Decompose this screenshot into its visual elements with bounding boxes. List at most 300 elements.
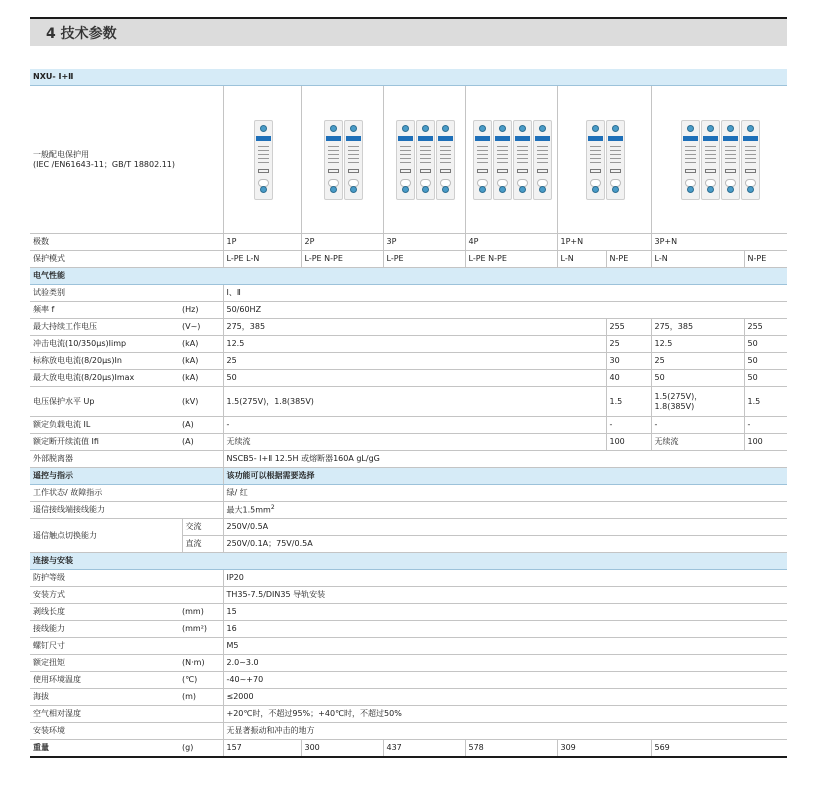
spd-pole: [741, 120, 760, 200]
imax-1pn-npe: 40: [606, 370, 651, 387]
brand-label-icon: [743, 136, 758, 141]
breaker-row: [30, 451, 787, 468]
weight-4p: 578: [465, 740, 557, 758]
ce-mark-icon: [745, 169, 756, 173]
up-3pn-ln-line2: 1.8(385V): [654, 401, 695, 411]
ce-mark-icon: [725, 169, 736, 173]
terminal-screw-icon: [707, 125, 714, 132]
terminal-screw-icon: [350, 186, 357, 193]
print-line: [725, 158, 736, 159]
spd-pole: [513, 120, 532, 200]
terminal-screw-icon: [330, 125, 337, 132]
print-line: [685, 150, 696, 151]
brand-label-icon: [256, 136, 271, 141]
mode-1pn-b: N-PE: [606, 251, 651, 268]
print-line: [705, 146, 716, 147]
install-header-row: [30, 553, 787, 570]
print-line: [745, 162, 756, 163]
terminal-screw-icon: [402, 125, 409, 132]
spec-table: [30, 69, 787, 758]
print-line: [590, 162, 601, 163]
spd-4p-image: [473, 120, 552, 200]
up-3pn-ln: [651, 387, 744, 417]
print-line: [477, 162, 488, 163]
iimp-row: [30, 336, 787, 353]
imax-row: [30, 370, 787, 387]
imax-unit: (kA): [182, 370, 223, 387]
ip-value: IP20: [223, 570, 787, 587]
wire-row: [30, 621, 787, 638]
print-line: [400, 154, 411, 155]
up-unit: (kV): [182, 387, 223, 417]
weight-2p: 300: [301, 740, 383, 758]
terminal-screw-icon: [260, 186, 267, 193]
print-line: [348, 154, 359, 155]
mount-label: 安装方式: [30, 587, 223, 604]
up-label: 电压保护水平 Up: [30, 387, 182, 417]
spd-pole: [606, 120, 625, 200]
terminal-screw-icon: [350, 125, 357, 132]
test-class-value: Ⅰ、Ⅱ: [223, 285, 787, 302]
weight-1pn: 309: [557, 740, 651, 758]
terminal-screw-icon: [539, 186, 546, 193]
terminal-screw-icon: [612, 125, 619, 132]
print-line: [348, 158, 359, 159]
iimp-main: 12.5: [223, 336, 606, 353]
terminal-screw-icon: [539, 125, 546, 132]
print-line: [745, 154, 756, 155]
breaker-value: NSCB5- Ⅰ+Ⅱ 12.5H 或熔断器160A gL/gG: [223, 451, 787, 468]
print-line: [497, 154, 508, 155]
in-row: [30, 353, 787, 370]
spd-pole: [586, 120, 605, 200]
temp-label: 使用环境温度: [30, 672, 182, 689]
weight-3p: 437: [383, 740, 465, 758]
iimp-1pn-npe: 25: [606, 336, 651, 353]
strip-unit: (mm): [182, 604, 223, 621]
ifi-unit: (A): [182, 434, 223, 451]
il-row: [30, 417, 787, 434]
print-line: [328, 146, 339, 147]
spd-pole: [493, 120, 512, 200]
temp-unit: (℃): [182, 672, 223, 689]
print-line: [400, 150, 411, 151]
spd-pole: [396, 120, 415, 200]
il-label: 额定负载电流 IL: [30, 417, 182, 434]
env-value: 无显著振动和冲击的地方: [223, 723, 787, 740]
brand-label-icon: [346, 136, 361, 141]
ce-mark-icon: [590, 169, 601, 173]
terminal-screw-icon: [499, 186, 506, 193]
print-line: [420, 158, 431, 159]
terminal-screw-icon: [260, 125, 267, 132]
print-line: [705, 158, 716, 159]
print-line: [258, 158, 269, 159]
temp-row: [30, 672, 787, 689]
alt-value: ≤2000: [223, 689, 787, 706]
spd-pole: [473, 120, 492, 200]
imax-3pn-npe: 50: [744, 370, 787, 387]
test-class-label: 试验类别: [30, 285, 223, 302]
il-3pn-ln: -: [651, 417, 744, 434]
remote-note: 该功能可以根据需要选择: [223, 468, 787, 485]
ce-mark-icon: [497, 169, 508, 173]
product-desc: [30, 86, 223, 234]
print-line: [685, 146, 696, 147]
mode-1p: L-PE L-N: [223, 251, 301, 268]
print-line: [328, 154, 339, 155]
breaker-label: 外部脱离器: [30, 451, 223, 468]
weight-unit: (g): [182, 740, 223, 758]
env-label: 安装环境: [30, 723, 223, 740]
print-line: [258, 150, 269, 151]
print-line: [258, 154, 269, 155]
print-line: [745, 150, 756, 151]
print-line: [477, 150, 488, 151]
poles-label: 极数: [30, 234, 223, 251]
ifi-row: [30, 434, 787, 451]
terminal-screw-icon: [479, 125, 486, 132]
model-row: [30, 69, 787, 86]
spd-pole: [721, 120, 740, 200]
up-3pn-ln-line1: 1.5(275V)，: [654, 391, 703, 401]
strip-value: 15: [223, 604, 787, 621]
print-line: [685, 162, 696, 163]
contact-ac-value: 250V/0.5A: [223, 519, 787, 536]
il-1pn-npe: -: [606, 417, 651, 434]
weight-1p: 157: [223, 740, 301, 758]
terminal-screw-icon: [499, 125, 506, 132]
iimp-3pn-ln: 12.5: [651, 336, 744, 353]
brand-label-icon: [588, 136, 603, 141]
terminal-screw-icon: [707, 186, 714, 193]
terminal-value: [223, 502, 787, 519]
terminal-screw-icon: [330, 186, 337, 193]
print-line: [725, 162, 736, 163]
wire-label: 接线能力: [30, 621, 182, 638]
remote-header: 遥控与指示: [30, 468, 223, 485]
print-line: [517, 146, 528, 147]
alt-row: [30, 689, 787, 706]
brand-label-icon: [723, 136, 738, 141]
print-line: [537, 162, 548, 163]
ip-label: 防护等级: [30, 570, 223, 587]
spd-2p-image: [324, 120, 363, 200]
print-line: [685, 158, 696, 159]
ce-mark-icon: [705, 169, 716, 173]
ifi-label: 额定断开续流值 Ifi: [30, 434, 182, 451]
print-line: [477, 154, 488, 155]
print-line: [400, 158, 411, 159]
mount-value: TH35-7.5/DIN35 导轨安装: [223, 587, 787, 604]
print-line: [537, 154, 548, 155]
terminal-value-sup: 2: [270, 504, 275, 512]
brand-label-icon: [438, 136, 453, 141]
spd-pole: [701, 120, 720, 200]
imax-label: 最大放电电流(8/20μs)Imax: [30, 370, 182, 387]
torque-unit: (N·m): [182, 655, 223, 672]
print-line: [685, 154, 696, 155]
poles-3p: 3P: [383, 234, 465, 251]
brand-label-icon: [495, 136, 510, 141]
alt-unit: (m): [182, 689, 223, 706]
print-line: [705, 162, 716, 163]
product-standard: (IEC /EN61643-11；GB/T 18802.11): [33, 159, 176, 169]
terminal-screw-icon: [747, 125, 754, 132]
weight-row: [30, 740, 787, 758]
print-line: [745, 146, 756, 147]
brand-label-icon: [683, 136, 698, 141]
print-line: [590, 150, 601, 151]
ifi-3pn-npe: 100: [744, 434, 787, 451]
spd-pole: [681, 120, 700, 200]
brand-label-icon: [515, 136, 530, 141]
screw-row: [30, 638, 787, 655]
spd-pole: [533, 120, 552, 200]
terminal-screw-icon: [422, 186, 429, 193]
terminal-screw-icon: [402, 186, 409, 193]
brand-label-icon: [418, 136, 433, 141]
image-cell-3p: [383, 86, 465, 234]
screw-label: 螺钉尺寸: [30, 638, 223, 655]
torque-value: 2.0~3.0: [223, 655, 787, 672]
contact-ac-row: [30, 519, 787, 536]
image-cell-1pn: [557, 86, 651, 234]
freq-unit: (Hz): [182, 302, 223, 319]
ifi-3pn-ln: 无续流: [651, 434, 744, 451]
ce-mark-icon: [537, 169, 548, 173]
terminal-row: [30, 502, 787, 519]
torque-label: 额定扭矩: [30, 655, 182, 672]
freq-label: 频率 f: [30, 302, 182, 319]
mount-row: [30, 587, 787, 604]
screw-value: M5: [223, 638, 787, 655]
ce-mark-icon: [477, 169, 488, 173]
print-line: [497, 150, 508, 151]
temp-value: -40~+70: [223, 672, 787, 689]
spd-pole: [436, 120, 455, 200]
uc-3pn-npe: 255: [744, 319, 787, 336]
product-name: 一般配电保护用: [33, 149, 89, 159]
strip-label: 剥线长度: [30, 604, 182, 621]
print-line: [440, 146, 451, 147]
ip-row: [30, 570, 787, 587]
spd-pole: [254, 120, 273, 200]
ifi-main: 无续流: [223, 434, 606, 451]
install-header: 连接与安装: [30, 553, 787, 570]
print-line: [517, 158, 528, 159]
alt-label: 海拔: [30, 689, 182, 706]
status-row: [30, 485, 787, 502]
spd-pole: [344, 120, 363, 200]
up-main: 1.5(275V)，1.8(385V): [223, 387, 606, 417]
env-row: [30, 723, 787, 740]
images-row: [30, 86, 787, 234]
spd-pole: [324, 120, 343, 200]
print-line: [725, 154, 736, 155]
strip-row: [30, 604, 787, 621]
print-line: [537, 146, 548, 147]
status-label: 工作状态/ 故障指示: [30, 485, 223, 502]
terminal-screw-icon: [519, 125, 526, 132]
print-line: [477, 158, 488, 159]
print-line: [610, 146, 621, 147]
brand-label-icon: [608, 136, 623, 141]
uc-row: [30, 319, 787, 336]
uc-main: 275，385: [223, 319, 606, 336]
terminal-screw-icon: [727, 125, 734, 132]
print-line: [328, 158, 339, 159]
weight-label: 重量: [30, 740, 182, 758]
print-line: [258, 146, 269, 147]
print-line: [590, 158, 601, 159]
mode-2p: L-PE N-PE: [301, 251, 383, 268]
freq-value: 50/60HZ: [223, 302, 787, 319]
terminal-screw-icon: [442, 125, 449, 132]
terminal-label: 遥信接线端接线能力: [30, 502, 223, 519]
iimp-label: 冲击电流(10/350μs)Iimp: [30, 336, 182, 353]
print-line: [537, 150, 548, 151]
il-main: -: [223, 417, 606, 434]
print-line: [420, 150, 431, 151]
iimp-3pn-npe: 50: [744, 336, 787, 353]
elec-header: 电气性能: [30, 268, 787, 285]
terminal-value-text: 最大1.5mm: [226, 505, 271, 515]
in-3pn-npe: 50: [744, 353, 787, 370]
ce-mark-icon: [440, 169, 451, 173]
spd-3pn-image: [681, 120, 760, 200]
model-name: NXU- Ⅰ+Ⅱ: [30, 69, 787, 86]
in-unit: (kA): [182, 353, 223, 370]
brand-label-icon: [326, 136, 341, 141]
poles-3pn: 3P+N: [651, 234, 787, 251]
mode-3pn-b: N-PE: [744, 251, 787, 268]
ifi-1pn-npe: 100: [606, 434, 651, 451]
freq-row: [30, 302, 787, 319]
print-line: [348, 150, 359, 151]
image-cell-2p: [301, 86, 383, 234]
mode-row: [30, 251, 787, 268]
mode-1pn-a: L-N: [557, 251, 606, 268]
in-1pn-npe: 30: [606, 353, 651, 370]
print-line: [440, 158, 451, 159]
print-line: [400, 162, 411, 163]
mode-label: 保护模式: [30, 251, 223, 268]
print-line: [420, 162, 431, 163]
il-unit: (A): [182, 417, 223, 434]
terminal-screw-icon: [519, 186, 526, 193]
print-line: [517, 150, 528, 151]
image-cell-4p: [465, 86, 557, 234]
print-line: [745, 158, 756, 159]
test-class-row: [30, 285, 787, 302]
poles-4p: 4P: [465, 234, 557, 251]
print-line: [420, 154, 431, 155]
wire-value: 16: [223, 621, 787, 638]
uc-label: 最大持续工作电压: [30, 319, 182, 336]
section-title: 4 技术参数: [46, 26, 117, 42]
uc-unit: (V~): [182, 319, 223, 336]
mode-3p: L-PE: [383, 251, 465, 268]
up-1pn-npe: 1.5: [606, 387, 651, 417]
il-3pn-npe: -: [744, 417, 787, 434]
ce-mark-icon: [258, 169, 269, 173]
print-line: [328, 162, 339, 163]
torque-row: [30, 655, 787, 672]
contact-dc-value: 250V/0.1A；75V/0.5A: [223, 536, 787, 553]
ce-mark-icon: [420, 169, 431, 173]
poles-1p: 1P: [223, 234, 301, 251]
print-line: [420, 146, 431, 147]
poles-2p: 2P: [301, 234, 383, 251]
print-line: [328, 150, 339, 151]
terminal-screw-icon: [727, 186, 734, 193]
in-main: 25: [223, 353, 606, 370]
print-line: [497, 146, 508, 147]
contact-ac-label: 交流: [182, 519, 223, 536]
status-value: 绿/ 红: [223, 485, 787, 502]
print-line: [258, 162, 269, 163]
terminal-screw-icon: [592, 186, 599, 193]
imax-main: 50: [223, 370, 606, 387]
terminal-screw-icon: [442, 186, 449, 193]
terminal-screw-icon: [612, 186, 619, 193]
ce-mark-icon: [610, 169, 621, 173]
ce-mark-icon: [517, 169, 528, 173]
print-line: [440, 162, 451, 163]
poles-row: [30, 234, 787, 251]
terminal-screw-icon: [422, 125, 429, 132]
print-line: [590, 146, 601, 147]
mode-4p: L-PE N-PE: [465, 251, 557, 268]
image-cell-1p: [223, 86, 301, 234]
image-cell-3pn: [651, 86, 787, 234]
spd-1p-image: [254, 120, 273, 200]
print-line: [477, 146, 488, 147]
print-line: [497, 162, 508, 163]
up-row: [30, 387, 787, 417]
contact-dc-label: 直流: [182, 536, 223, 553]
wire-unit: (mm²): [182, 621, 223, 638]
print-line: [348, 162, 359, 163]
print-line: [705, 150, 716, 151]
ce-mark-icon: [328, 169, 339, 173]
brand-label-icon: [475, 136, 490, 141]
print-line: [517, 154, 528, 155]
print-line: [725, 146, 736, 147]
up-3pn-npe: 1.5: [744, 387, 787, 417]
print-line: [610, 150, 621, 151]
print-line: [440, 150, 451, 151]
brand-label-icon: [535, 136, 550, 141]
humidity-row: [30, 706, 787, 723]
print-line: [610, 154, 621, 155]
print-line: [400, 146, 411, 147]
in-label: 标称放电电流(8/20μs)In: [30, 353, 182, 370]
elec-header-row: [30, 268, 787, 285]
print-line: [537, 158, 548, 159]
spd-pole: [416, 120, 435, 200]
uc-3pn-ln: 275，385: [651, 319, 744, 336]
humidity-value: +20℃时，不超过95%；+40℃时，不超过50%: [223, 706, 787, 723]
imax-3pn-ln: 50: [651, 370, 744, 387]
print-line: [610, 158, 621, 159]
print-line: [725, 150, 736, 151]
in-3pn-ln: 25: [651, 353, 744, 370]
print-line: [497, 158, 508, 159]
contact-label: 遥信触点切换能力: [30, 519, 182, 553]
weight-3pn: 569: [651, 740, 787, 758]
